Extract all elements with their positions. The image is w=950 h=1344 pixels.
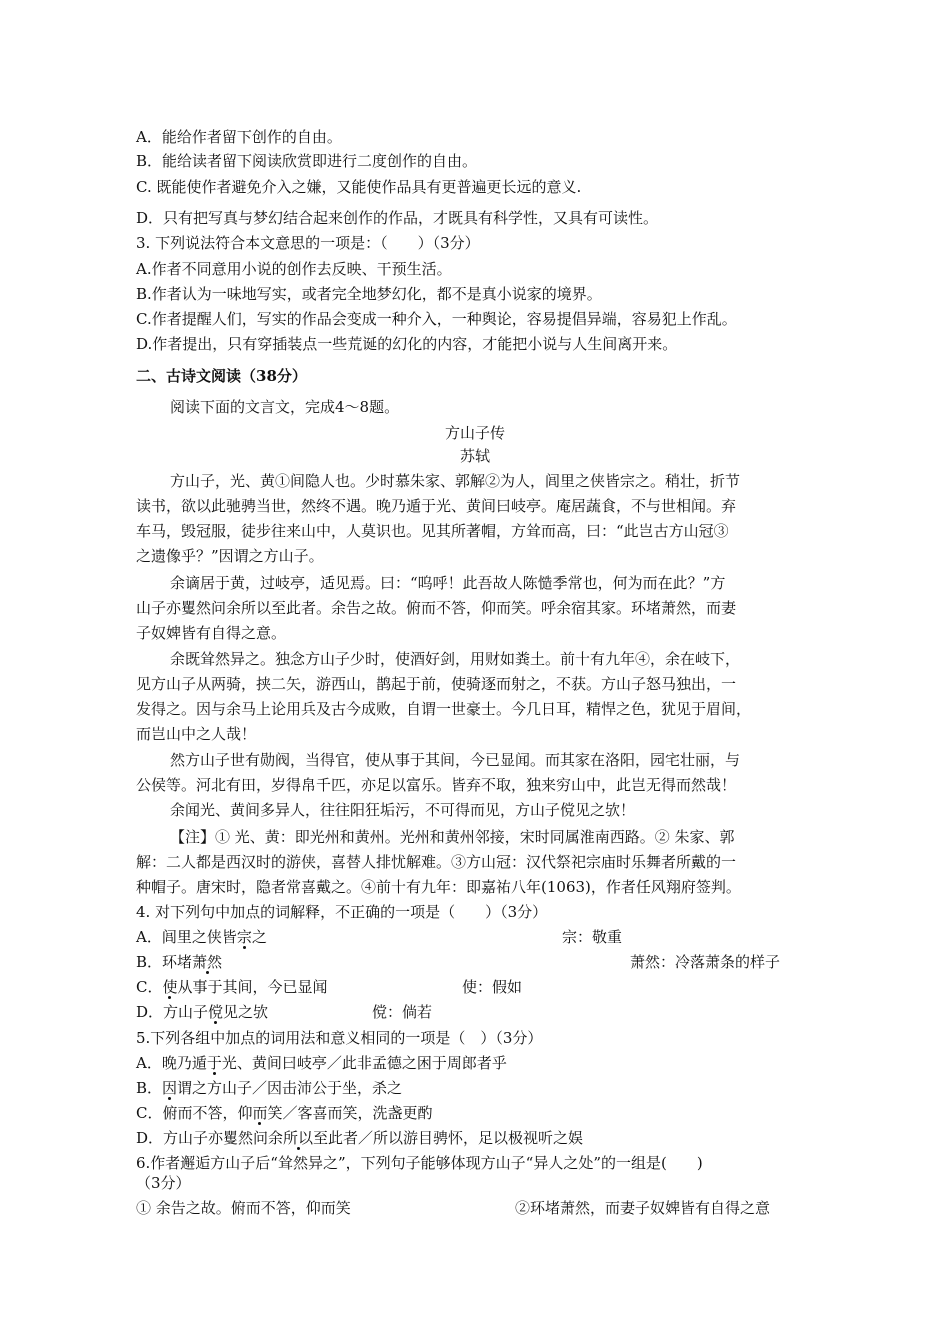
emphasis-dot-char: 傥 (208, 1003, 224, 1021)
passage-author: 苏轼 (459, 447, 490, 465)
emphasis-dot-char: 于 (206, 1054, 222, 1072)
passage-line: 山子亦矍然问余所以至此者。余告之故。俯而不答，仰而笑。呼余宿其家。环堵萧然，而妻 (136, 599, 737, 617)
q4-item-b: B．环堵萧然 (136, 953, 223, 971)
passage-line: 之遗像乎？”因谓之方山子。 (136, 547, 324, 565)
q2-option-a: A．能给作者留下创作的自由。 (136, 128, 342, 146)
q4-gloss-d: 傥：倘若 (372, 1003, 433, 1021)
q3-stem: 3. 下列说法符合本文意思的一项是：（ ）（3分） (136, 234, 480, 252)
passage-line: 而岂山中之人哉！ (136, 725, 257, 743)
emphasis-dot-char: 使 (162, 978, 178, 996)
q5-option-d: D．方山子亦矍然问余所以至此者／所以游目骋怀，足以极视听之娱 (136, 1129, 584, 1147)
q6-item-1: ① 余告之故。俯而不答，仰而笑 (136, 1199, 351, 1217)
notes-line: 【注】① 光、黄：即光州和黄州。光州和黄州邻接，宋时同属淮南西路。② 朱家、郭 (170, 828, 735, 846)
q3-option-d: D.作者提出，只有穿插装点一些荒诞的幻化的内容，才能把小说与人生间离开来。 (136, 335, 678, 353)
passage-line: 余谪居于黄，过岐亭，适见焉。曰：“呜呼！此吾故人陈慥季常也，何为而在此？”方 (170, 574, 726, 592)
q4-gloss-a: 宗：敬重 (562, 928, 623, 946)
q5-option-c: C．俯而不答，仰而笑／客喜而笑，洗盏更酌 (136, 1104, 433, 1122)
passage-line: 余既耸然异之。独念方山子少时，使酒好剑，用财如粪土。前十有九年④，余在岐下， (170, 650, 741, 668)
q5-option-b: B．因谓之方山子／因击沛公于坐，杀之 (136, 1079, 403, 1097)
passage-line: 见方山子从两骑，挟二矢，游西山，鹊起于前，使骑逐而射之，不获。方山子怒马独出，一 (136, 675, 737, 693)
q4-item-a: A．闾里之侠皆宗之 (136, 928, 267, 946)
passage-line: 车马，毁冠服，徒步往来山中，人莫识也。见其所著帽，方耸而高，曰：“此岂古方山冠③ (136, 522, 729, 540)
q2-option-d: D．只有把写真与梦幻结合起来创作的作品，才既具有科学性，又具有可读性。 (136, 209, 659, 227)
q3-option-b: B.作者认为一味地写实，或者完全地梦幻化，都不是真小说家的境界。 (136, 285, 602, 303)
q6-item-2: ②环堵萧然，而妻子奴婢皆有自得之意 (515, 1199, 771, 1217)
passage-line: 公侯等。河北有田，岁得帛千匹，亦足以富乐。皆弃不取，独来穷山中，此岂无得而然哉！ (136, 776, 737, 794)
q3-option-a: A.作者不同意用小说的创作去反映、干预生活。 (136, 260, 452, 278)
section-heading: 二、古诗文阅读（38分） (136, 367, 307, 385)
q4-gloss-c: 使：假如 (462, 978, 523, 996)
emphasis-dot-char: 宗 (236, 928, 252, 946)
q5-stem: 5.下列各组中加点的词用法和意义相同的一项是（ ）（3分） (136, 1029, 543, 1047)
notes-line: 解：二人都是西汉时的游侠，喜替人排忧解难。③方山冠：汉代祭祀宗庙时乐舞者所戴的一 (136, 853, 737, 871)
passage-line: 然方山子世有勋阀，当得官，使从事于其间，今已显闻。而其家在洛阳，园宅壮丽，与 (170, 751, 741, 769)
q2-option-c: C. 既能使作者避免介入之嫌，又能使作品具有更普遍更长远的意义. (136, 178, 582, 196)
emphasis-dot-char: 因 (162, 1079, 178, 1097)
emphasis-dot-char: 萧然 (192, 953, 223, 971)
q4-gloss-b: 萧然：冷落萧条的样子 (630, 953, 781, 971)
passage-title: 方山子传 (444, 424, 505, 442)
passage-line: 发得之。因与余马上论用兵及古今成败，自谓一世豪士。今几日耳，精悍之色，犹见于眉间， (136, 700, 752, 718)
passage-line: 子奴婢皆有自得之意。 (136, 624, 287, 642)
passage-line: 余闻光、黄间多异人，往往阳狂垢污，不可得而见，方山子傥见之欤！ (170, 801, 636, 819)
passage-line: 读书，欲以此驰骋当世，然终不遇。晚乃遁于光、黄间曰岐亭。庵居蔬食，不与世相闻。弃 (136, 497, 737, 515)
q4-item-c: C．使从事于其间，今已显闻 (136, 978, 328, 996)
passage-line: 方山子，光、黄①间隐人也。少时慕朱家、郭解②为人，闾里之侠皆宗之。稍壮，折节 (170, 472, 741, 490)
q5-option-a: A．晚乃遁于光、黄间曰岐亭／此非孟德之困于周郎者乎 (136, 1054, 507, 1072)
q6-stem: 6.作者邂逅方山子后“耸然异之”，下列句子能够体现方山子“异人之处”的一组是( ) (136, 1154, 703, 1172)
q4-item-d: D．方山子傥见之欤 (136, 1003, 269, 1021)
q4-stem: 4. 对下列句中加点的词解释，不正确的一项是（ ）（3分） (136, 903, 548, 921)
q2-option-b: B．能给读者留下阅读欣赏即进行二度创作的自由。 (136, 152, 478, 170)
q6-points: （3分） (136, 1174, 191, 1192)
section-instruction: 阅读下面的文言文，完成4～8题。 (170, 398, 400, 416)
notes-line: 种帽子。唐宋时，隐者常喜戴之。④前十有九年：即嘉祐八年(1063)，作者任风翔府签判。 (136, 878, 741, 896)
emphasis-dot-char: 所以 (283, 1129, 314, 1147)
q3-option-c: C.作者提醒人们，写实的作品会变成一种介入，一种舆论，容易提倡异端，容易犯上作乱。 (136, 310, 737, 328)
emphasis-dot-char: 而 (252, 1104, 268, 1122)
